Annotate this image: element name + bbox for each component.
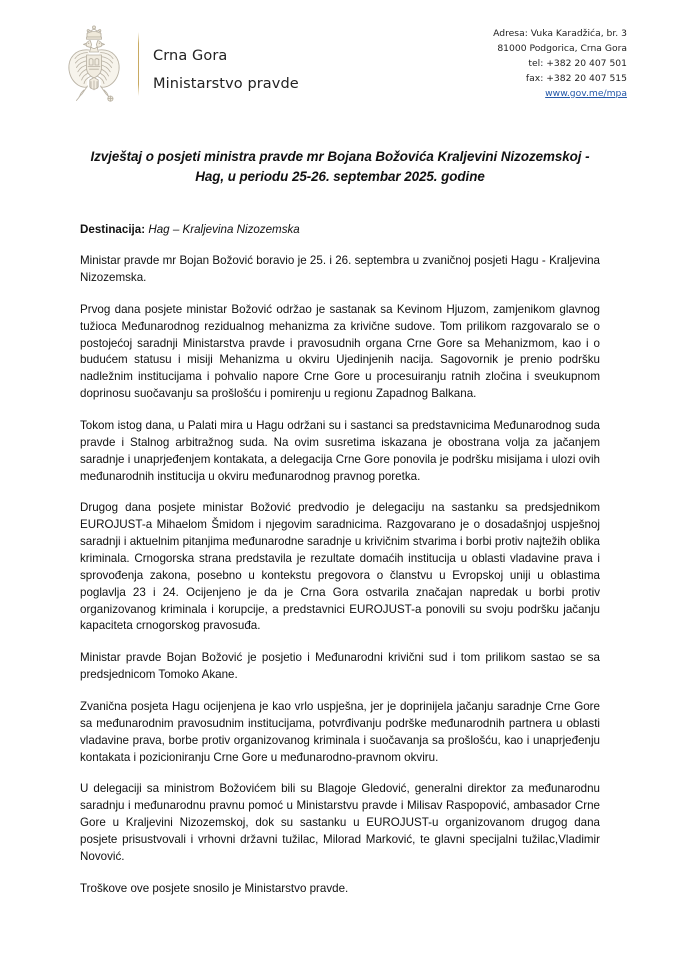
paragraph: Tokom istog dana, u Palati mira u Hagu održani su i sastanci sa predstavnicima Međunarodnog suda pravde i Stalnog arbitražnog suda. Na ovim susretima iskazana je obostrana volja za jačanjem saradnje i unaprjeđenjem kontakata, a delegacija Crne Gore ponovila je podršku misijama i ulozi ovih međunarodnih institucija u okviru međunarodnog pravnog poretka.: [80, 419, 600, 483]
document-content: [0, 147, 679, 898]
brand-divider: [138, 32, 139, 96]
paragraph: Drugog dana posjete ministar Božović predvodio je delegaciju na sastanku sa predsjednikom EUROJUST-a Mihaelom Šmidom i njegovim saradnicima. Razgovarano je o dosadašnjoj uspješnoj saradnji i aktuelnim pitanjima međunarodne saradnje u krivičnim stvarima i borbi protiv najtežih oblika kriminala. Crnogorska strana predstavila je rezultate domaćih institucija u oblasti vladavine prava i sprovođenja zakona, posebno u kontekstu pregovora o članstvu u Evropskoj uniji u oblastima poglavlja 23 i 24. Ocijenjeno je da je Crna Gora ostvarila značajan napredak u borbi protiv organizovanog kriminala i korupcije, a predstavnici EUROJUST-a ponovili su svoju podršku jačanju kapaciteta crnogorskog pravosuđa.: [80, 501, 600, 633]
paragraph: Zvanična posjeta Hagu ocijenjena je kao vrlo uspješna, jer je doprinijela jačanju saradnje Crne Gore sa međunarodnim pravosudnim institucijama, potvrđivanju podrške međunarodnih partnera u oblasti vladavine prava, borbe protiv organizovanog kriminala i suočavanja sa prošlošću, kao i unaprjeđenju kontakata i pozicioniranju Crne Gore u međunarodno-pravnom okviru.: [80, 700, 600, 764]
paragraph: Troškove ove posjete snosilo je Ministarstvo pravde.: [80, 881, 349, 895]
address-line-1: Adresa: Vuka Karadžića, br. 3: [493, 28, 627, 39]
destination-value: Hag – Kraljevina Nizozemska: [148, 222, 300, 236]
country-name: Crna Gora: [153, 48, 228, 64]
paragraph: Prvog dana posjete ministar Božović održao je sastanak sa Kevinom Hjuzom, zamjenikom glavnog tužioca Međunarodnog rezidualnog mehanizma za krivične sudove. Tom prilikom razgovaralo se o postojećoj saradnji Ministarstva pravde i pravosudnih organa Crne Gore sa Mehanizmom, kao i o budućem statusu i misiji Mehanizma u okviru Ujedinjenih nacija. Sagovornik je prenio podršku nadležnim institucijama i pohvalio napore Crne Gore u procesuiranju ratnih zločina i sveukupnom doprinosu suočavanju sa prošlošću i pomirenju u regionu Zapadnog Balkana.: [80, 302, 600, 401]
telephone: tel: +382 20 407 501: [528, 57, 627, 69]
page-title: Izvještaj o posjeti ministra pravde mr Bojana Božovića Kraljevini Nizozemskoj - Hag, u periodu 25-26. septembar 2025. godine: [90, 149, 590, 185]
brand-text: [153, 39, 299, 91]
contact-block: [493, 24, 627, 102]
address-line-2: 81000 Podgorica, Crna Gora: [497, 42, 627, 54]
destination-label: Destinacija:: [80, 222, 146, 236]
paragraph: Ministar pravde Bojan Božović je posjetio i Međunarodni krivični sud i tom prilikom sastao se sa predsjednicom Tomoko Akane.: [80, 651, 600, 682]
letterhead: [0, 0, 679, 106]
paragraph: U delegaciji sa ministrom Božovićem bili su Blagoje Gledović, generalni direktor za međunarodnu saradnju i međunarodnu pravnu pomoć u Ministarstvu pravde i Milisav Raspopović, ambasador Crne Gore u Kraljevini Nizozemskoj, dok su sastanku u EUROJUST-u organizovanom drugog dana posjete prisustvovali i vrhovni državni tužilac, Milorad Marković, te glavni specijalni tužilac,Vladimir Novović.: [80, 782, 600, 863]
destination-line: [80, 221, 600, 238]
ministry-branding: [58, 24, 299, 106]
ministry-name: Ministarstvo pravde: [153, 75, 299, 92]
paragraph: Ministar pravde mr Bojan Božović boravio je 25. i 26. septembra u zvaničnoj posjeti Hagu - Kraljevina Nizozemska.: [80, 254, 600, 284]
montenegro-coat-of-arms-icon: [58, 24, 130, 106]
fax: fax: +382 20 407 515: [525, 72, 627, 84]
website-link[interactable]: www.gov.me/mpa: [545, 87, 627, 99]
